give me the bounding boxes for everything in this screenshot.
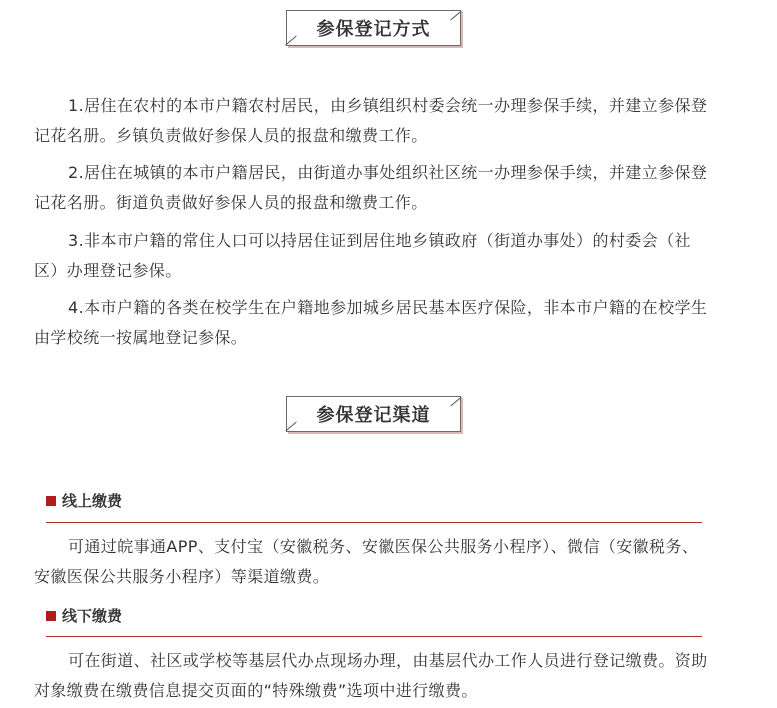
corner-decoration	[450, 11, 461, 21]
subheading-online-payment	[46, 490, 122, 511]
offline-payment-text: 可在街道、社区或学校等基层代办点现场办理，由基层代办工作人员进行登记缴费。资助对象缴费在缴费信息提交页面的“特殊缴费”选项中进行缴费。	[34, 651, 708, 700]
paragraph-item-1: 1.居住在农村的本市户籍农村居民，由乡镇组织村委会统一办理参保手续，并建立参保登记花名册。乡镇负责做好参保人员的报盘和缴费工作。	[34, 96, 708, 145]
divider	[46, 636, 702, 637]
section-title-box-registration-channels	[286, 396, 461, 432]
subheading-offline-payment	[46, 605, 122, 626]
bullet-square-icon	[46, 496, 56, 506]
paragraph-item-3: 3.非本市户籍的常住人口可以持居住证到居住地乡镇政府（街道办事处）的村委会（社区）办理登记参保。	[34, 231, 691, 280]
online-payment-text: 可通过皖事通APP、支付宝（安徽税务、安徽医保公共服务小程序）、微信（安徽税务、安徽医保公共服务小程序）等渠道缴费。	[34, 537, 699, 586]
paragraph-item-2: 2.居住在城镇的本市户籍居民，由街道办事处组织社区统一办理参保手续，并建立参保登记花名册。街道负责做好参保人员的报盘和缴费工作。	[34, 163, 708, 212]
subheading-label: 线上缴费	[62, 492, 123, 510]
section-title: 参保登记渠道	[316, 405, 431, 426]
subheading-label: 线下缴费	[62, 607, 123, 625]
bullet-square-icon	[46, 611, 56, 621]
paragraph-item-4: 4.本市户籍的各类在校学生在户籍地参加城乡居民基本医疗保险，非本市户籍的在校学生由学校统一按属地登记参保。	[34, 298, 708, 347]
section-title-box-registration-method	[286, 10, 461, 46]
corner-decoration	[285, 36, 296, 46]
section-title: 参保登记方式	[316, 19, 431, 40]
divider	[46, 522, 702, 523]
corner-decoration	[450, 397, 461, 407]
corner-decoration	[285, 422, 296, 432]
